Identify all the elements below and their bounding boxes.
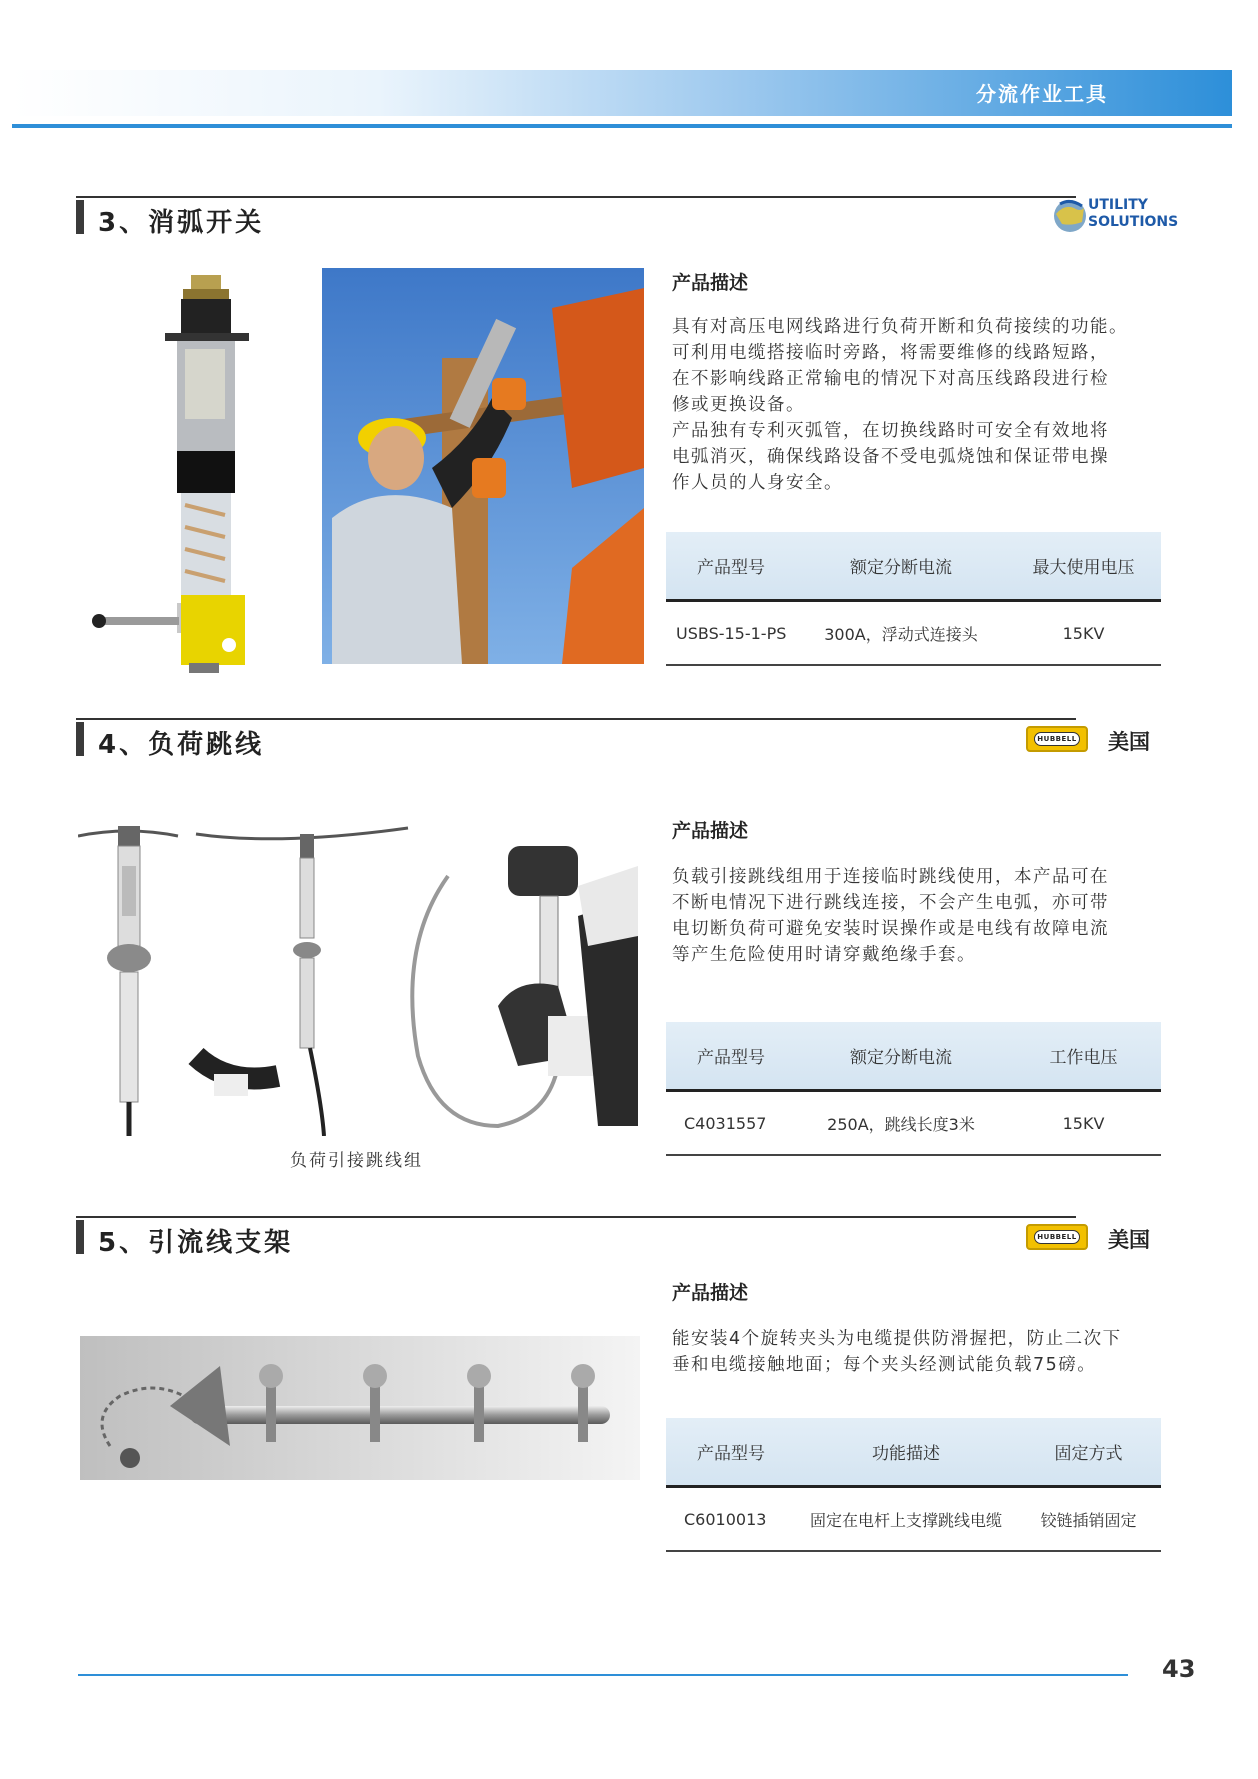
spec-table-lead-wire-bracket [666,1418,1161,1552]
product-description-heading: 产品描述 [672,272,749,294]
section-title-lead-wire-bracket: 5、引流线支架 [98,1228,294,1258]
page-category-title: 分流作业工具 [976,82,1108,106]
section-divider [76,1216,1076,1218]
desc-line: 修或更换设备。 [672,395,805,415]
desc-line: 负载引接跳线组用于连接临时跳线使用，本产品可在 [672,867,1109,887]
cell-rated-current: 300A，浮动式连接头 [824,624,978,644]
section-marker [76,1220,84,1254]
col-header-voltage: 工作电压 [1049,1048,1118,1068]
cell-model: C6010013 [684,1509,767,1529]
arc-switch-product-image [85,265,285,685]
product-image-caption: 负荷引接跳线组 [290,1151,423,1171]
brand-line2: SOLUTIONS [1088,214,1179,230]
spec-table-header [666,1418,1161,1488]
cell-voltage: 15KV [1062,1113,1105,1133]
col-header-rated-current: 额定分断电流 [850,1048,952,1068]
cell-rated-current: 250A，跳线长度3米 [827,1114,975,1134]
desc-line: 电切断负荷可避免安装时误操作或是电线有故障电流 [672,919,1109,939]
brand-line1: UTILITY [1088,197,1148,213]
section-divider [76,718,1076,720]
product-description-text [672,1326,1172,1378]
load-jumper-product-image [78,826,638,1136]
footer-divider [78,1674,1128,1676]
col-header-voltage: 最大使用电压 [1032,558,1135,578]
lineman-operating-photo [322,268,644,664]
product-description-heading: 产品描述 [672,1282,749,1304]
desc-line: 能安装4个旋转夹头为电缆提供防滑握把，防止二次下 [672,1329,1122,1349]
hubbell-logo [1026,726,1088,752]
page-number: 43 [1162,1655,1196,1683]
cell-function: 固定在电杆上支撑跳线电缆 [809,1510,1002,1530]
section-title-arc-switch: 3、消弧开关 [98,208,265,238]
product-description-heading: 产品描述 [672,820,749,842]
product-description-text [672,314,1172,496]
desc-line: 产品独有专利灭弧管，在切换线路时可安全有效地将 [672,421,1109,441]
spec-table-header [666,1022,1161,1092]
hubbell-logo [1026,1224,1088,1250]
col-header-fixing-method: 固定方式 [1054,1444,1123,1464]
col-header-model: 产品型号 [697,1048,765,1068]
spec-table-load-jumper [666,1022,1161,1156]
desc-line: 具有对高压电网线路进行负荷开断和负荷接续的功能。 [672,317,1128,337]
section-marker [76,722,84,756]
desc-line: 电弧消灭，确保线路设备不受电弧烧蚀和保证带电操 [672,447,1109,467]
utility-solutions-brand [1088,197,1178,231]
cell-model: USBS-15-1-PS [676,623,787,643]
hubbell-logo-text: HUBBELL [1034,1230,1080,1244]
section-title-load-jumper: 4、负荷跳线 [98,730,265,760]
table-row [666,1092,1161,1156]
cell-model: C4031557 [684,1113,767,1133]
hubbell-logo-text: HUBBELL [1034,732,1080,746]
spec-table-arc-switch [666,532,1161,666]
country-of-origin: 美国 [1108,730,1150,754]
col-header-model: 产品型号 [697,1444,765,1464]
section-marker [76,200,84,234]
col-header-rated-current: 额定分断电流 [850,558,952,578]
desc-line: 不断电情况下进行跳线连接，不会产生电弧，亦可带 [672,893,1109,913]
table-row [666,1488,1161,1552]
desc-line: 垂和电缆接触地面；每个夹头经测试能负载75磅。 [672,1355,1097,1375]
country-of-origin: 美国 [1108,1228,1150,1252]
desc-line: 等产生危险使用时请穿戴绝缘手套。 [672,945,976,965]
desc-line: 可利用电缆搭接临时旁路，将需要维修的线路短路， [672,343,1109,363]
cell-fixing-method: 铰链插销固定 [1040,1510,1137,1530]
lead-wire-bracket-product-image [80,1336,640,1480]
product-description-text [672,864,1172,968]
header-divider [12,124,1232,128]
col-header-function: 功能描述 [872,1444,940,1464]
table-row [666,602,1161,666]
cell-voltage: 15KV [1062,623,1105,643]
spec-table-header [666,532,1161,602]
col-header-model: 产品型号 [697,558,765,578]
desc-line: 在不影响线路正常输电的情况下对高压线路段进行检 [672,369,1109,389]
desc-line: 作人员的人身安全。 [672,473,843,493]
section-divider [76,196,1076,198]
